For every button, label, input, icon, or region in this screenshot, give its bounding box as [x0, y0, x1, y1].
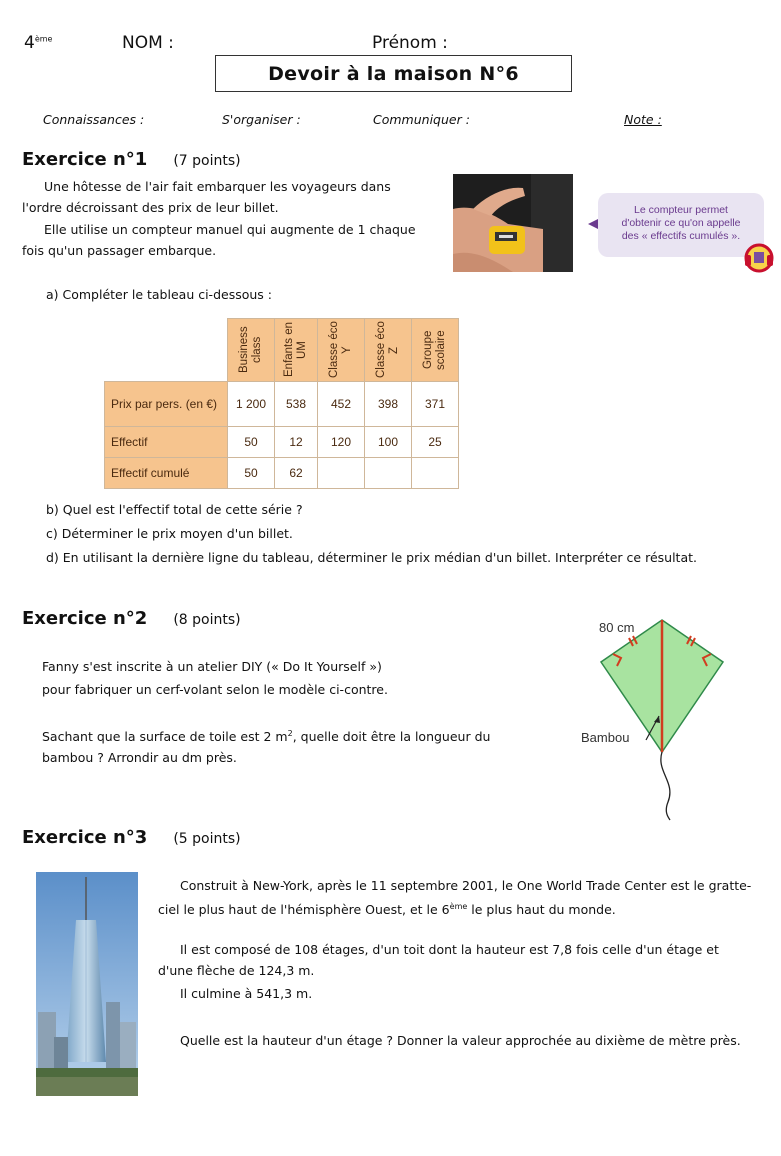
- prenom-label: Prénom :: [372, 33, 448, 53]
- stats-table: [104, 318, 459, 489]
- skill-organiser: S'organiser :: [222, 112, 301, 127]
- ex3-heading: Exercice n°3 (5 points): [22, 827, 241, 848]
- table-row: [105, 427, 459, 458]
- table-cell: 100: [365, 427, 412, 458]
- table-cell-empty[interactable]: [365, 458, 412, 489]
- ex1-question-c: c) Déterminer le prix moyen d'un billet.: [46, 526, 293, 541]
- note-label: Note :: [624, 112, 662, 127]
- table-cell: 50: [228, 458, 275, 489]
- table-cell: 12: [275, 427, 318, 458]
- ex3-para2: Il est composé de 108 étages, d'un toit dont la hauteur est 7,8 fois celle d'un étage et d'une flèche de 124,3 m.: [158, 942, 719, 978]
- ex2-heading: Exercice n°2 (8 points): [22, 608, 241, 629]
- table-cell-empty[interactable]: [412, 458, 459, 489]
- ex2-line2: pour fabriquer un cerf-volant selon le modèle ci-contre.: [42, 682, 388, 697]
- table-cell: 398: [365, 382, 412, 427]
- table-cell: 538: [275, 382, 318, 427]
- counter-photo: [453, 174, 573, 272]
- info-bubble: Le compteur permet d'obtenir ce qu'on appelle des « effectifs cumulés ».: [598, 193, 764, 257]
- col-header: Business class: [228, 319, 275, 382]
- table-corner: [105, 319, 228, 382]
- col-header: Enfants en UM: [275, 319, 318, 382]
- ex1-question-a: a) Compléter le tableau ci-dessous :: [46, 287, 272, 302]
- ex3-para3: Il culmine à 541,3 m.: [180, 986, 313, 1001]
- grade-label: 4ème: [24, 33, 53, 53]
- table-cell: 1 200: [228, 382, 275, 427]
- ex1-para2: Elle utilise un compteur manuel qui augmente de 1 chaque fois qu'un passager embarque.: [22, 222, 416, 258]
- row-label: Effectif cumulé: [105, 458, 228, 489]
- kite-diagram: [576, 612, 736, 822]
- ex2-line4: bambou ? Arrondir au dm près.: [42, 750, 237, 765]
- row-label: Effectif: [105, 427, 228, 458]
- ex1-question-d: d) En utilisant la dernière ligne du tableau, déterminer le prix médian d'un billet. Interpréter ce résultat.: [46, 550, 697, 565]
- table-cell: 371: [412, 382, 459, 427]
- ex1-question-b: b) Quel est l'effectif total de cette série ?: [46, 502, 303, 517]
- ex1-heading: Exercice n°1 (7 points): [22, 149, 241, 170]
- ex2-line3: Sachant que la surface de toile est 2 $m^2$, quelle doit être la longueur du: [42, 729, 491, 745]
- table-cell: 452: [318, 382, 365, 427]
- table-cell: 25: [412, 427, 459, 458]
- ex3-question: Quelle est la hauteur d'un étage ? Donner la valeur approchée au dixième de mètre près.: [180, 1033, 741, 1048]
- table-row: [105, 458, 459, 489]
- skill-connaissances: Connaissances :: [43, 112, 145, 127]
- table-cell: 50: [228, 427, 275, 458]
- ex1-para1: Une hôtesse de l'air fait embarquer les voyageurs dans l'ordre décroissant des prix de leur billet.: [22, 179, 391, 215]
- col-header: Classe éco Y: [318, 319, 365, 382]
- nom-label: NOM :: [122, 33, 174, 53]
- table-cell: 62: [275, 458, 318, 489]
- row-label: Prix par pers. (en €): [105, 382, 228, 427]
- skill-communiquer: Communiquer :: [373, 112, 470, 127]
- kite-side-label: 80 cm: [599, 620, 635, 635]
- kite-bamboo-label: Bambou: [581, 730, 630, 745]
- col-header: Groupe scolaire: [412, 319, 459, 382]
- ex3-para1: Construit à New-York, après le 11 septembre 2001, le One World Trade Center est le gratte-ciel le plus haut de l'hémisphère Ouest, et le 6ème le plus haut du monde.: [158, 878, 752, 918]
- table-row: [105, 382, 459, 427]
- table-cell: 120: [318, 427, 365, 458]
- ex2-line1: Fanny s'est inscrite à un atelier DIY (« Do It Yourself »): [42, 659, 382, 674]
- tower-photo: [36, 872, 138, 1096]
- table-cell-empty[interactable]: [318, 458, 365, 489]
- col-header: Classe éco Z: [365, 319, 412, 382]
- page-title: Devoir à la maison N°6: [215, 55, 572, 92]
- headphones-icon: [742, 240, 776, 274]
